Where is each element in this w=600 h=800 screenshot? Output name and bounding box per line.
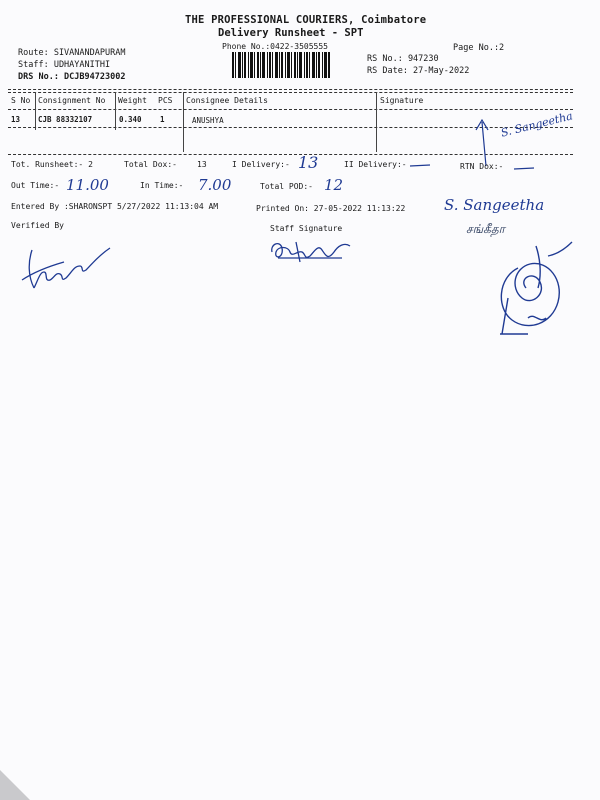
phone-number: Phone No.:0422-3505555: [222, 42, 328, 51]
row-weight: 0.340: [119, 115, 142, 124]
rs-date: RS Date: 27-May-2022: [367, 66, 470, 76]
rtn-dox-label: RTN Dox:-: [460, 162, 504, 171]
staff-signature: [266, 232, 356, 268]
drs-number: DRS No.: DCJB94723002: [18, 72, 126, 82]
staff-label: Staff: UDHAYANITHI: [18, 60, 111, 70]
col-consignment: Consignment No: [38, 96, 106, 105]
col-consignee: Consignee Details: [186, 96, 268, 105]
i-delivery-value: 13: [298, 153, 319, 172]
row-sno: 13: [11, 115, 21, 124]
total-dox-value: 13: [197, 160, 207, 169]
in-time-value: 7.00: [198, 176, 232, 194]
total-dox-label: Total Dox:-: [124, 160, 177, 169]
tot-runsheet: Tot. Runsheet:- 2: [11, 160, 93, 169]
col-divider: [376, 92, 377, 152]
company-name: THE PROFESSIONAL COURIERS, Coimbatore: [185, 14, 427, 26]
staff-signature-label: Staff Signature: [270, 224, 343, 233]
col-weight: Weight: [118, 96, 147, 105]
row-consignee: ANUSHYA: [192, 116, 224, 125]
col-divider: [35, 92, 36, 130]
dash-mark: [408, 162, 432, 170]
in-time-label: In Time:-: [140, 181, 184, 190]
row-consignment: CJB 88332107: [38, 115, 93, 124]
col-signature: Signature: [380, 96, 424, 105]
table-top-rule-2: [8, 92, 573, 93]
out-time-label: Out Time:-: [11, 181, 60, 190]
page-number: Page No.:2: [453, 43, 505, 53]
table-top-rule: [8, 89, 573, 90]
col-pcs: PCS: [158, 96, 173, 105]
i-delivery-label: I Delivery:-: [232, 160, 290, 169]
total-pod-value: 12: [324, 176, 344, 194]
col-sno: S No: [11, 96, 31, 105]
scan-corner: [0, 760, 40, 800]
row-signature: S. Sangeetha: [499, 109, 574, 140]
verified-signature: [14, 232, 124, 296]
verified-by-label: Verified By: [11, 221, 64, 230]
handwritten-name: S. Sangeetha: [444, 196, 545, 214]
document-title: Delivery Runsheet - SPT: [218, 27, 364, 39]
col-divider: [183, 92, 184, 152]
printed-on: Printed On: 27-05-2022 11:13:22: [256, 204, 406, 213]
col-divider: [115, 92, 116, 130]
total-pod-label: Total POD:-: [260, 182, 313, 191]
stamp-signature: [488, 238, 584, 338]
ii-delivery-label: II Delivery:-: [344, 160, 407, 169]
handwritten-tamil-name: சங்கீதா: [466, 222, 505, 236]
barcode: [232, 52, 358, 78]
entered-by: Entered By :SHARONSPT 5/27/2022 11:13:04 AM: [11, 202, 219, 211]
out-time-value: 11.00: [66, 176, 109, 194]
row-pcs: 1: [160, 115, 165, 124]
route-label: Route: SIVANANDAPURAM: [18, 48, 126, 58]
rs-number: RS No.: 947230: [367, 54, 439, 64]
dash-mark: [512, 165, 536, 173]
